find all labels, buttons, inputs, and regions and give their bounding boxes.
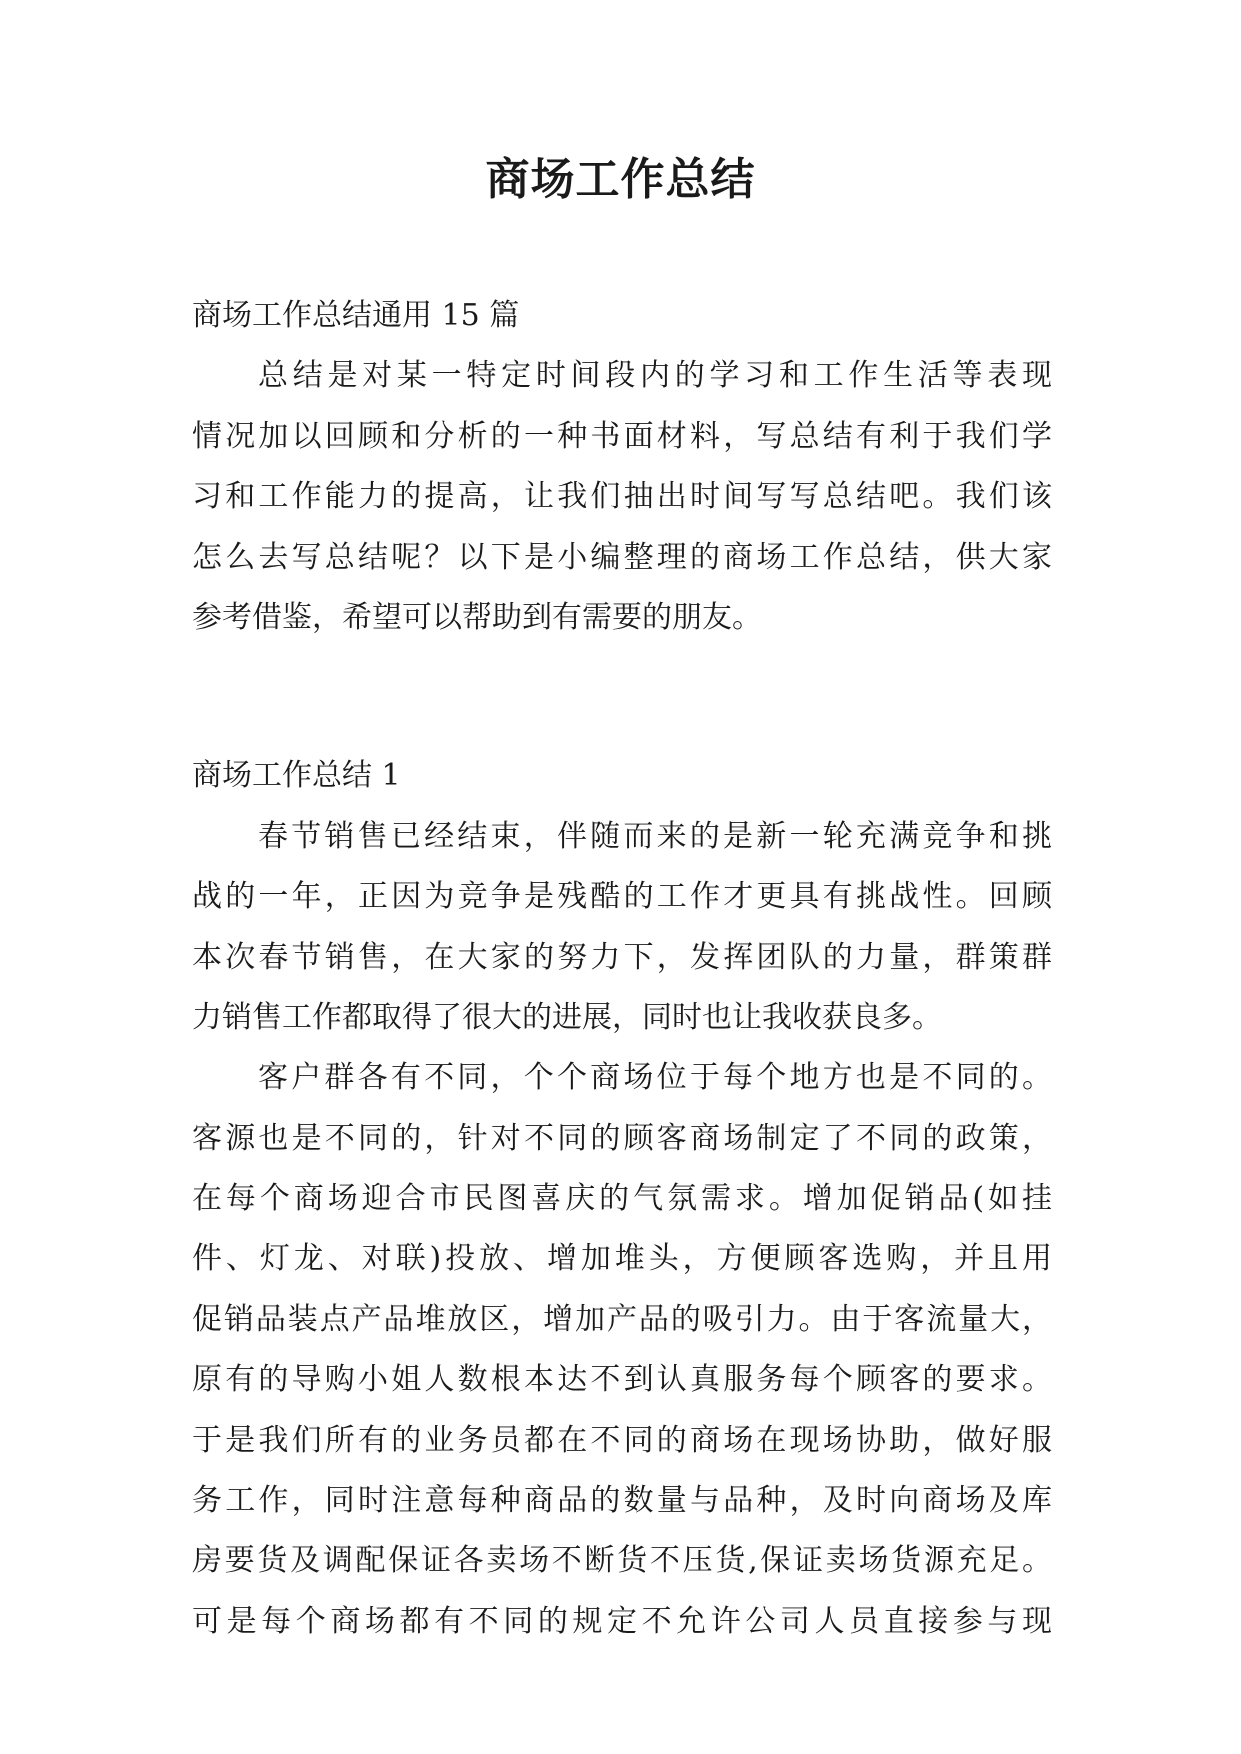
document-title: 商场工作总结 (485, 154, 756, 205)
document-subtitle: 商场工作总结通用 15 篇 (192, 298, 520, 333)
paragraph-line: 情况加以回顾和分析的一种书面材料，写总结有利于我们学 (192, 418, 1052, 454)
paragraph-line: 房要货及调配保证各卖场不断货不压货,保证卖场货源充足。 (192, 1543, 1052, 1579)
paragraph-line: 怎么去写总结呢？以下是小编整理的商场工作总结，供大家 (192, 539, 1052, 575)
paragraph-line: 原有的导购小姐人数根本达不到认真服务每个顾客的要求。 (192, 1362, 1052, 1398)
paragraph-line: 总结是对某一特定时间段内的学习和工作生活等表现 (258, 358, 1052, 394)
paragraph-line: 在每个商场迎合市民图喜庆的气氛需求。增加促销品(如挂 (192, 1181, 1052, 1217)
section1-paragraph-1 (192, 807, 1052, 1049)
paragraph-line: 促销品装点产品堆放区，增加产品的吸引力。由于客流量大， (192, 1301, 1052, 1337)
paragraph-line: 客源也是不同的，针对不同的顾客商场制定了不同的政策， (192, 1120, 1052, 1156)
section-heading: 商场工作总结 1 (192, 758, 401, 794)
paragraph-line: 习和工作能力的提高，让我们抽出时间写写总结吧。我们该 (192, 479, 1052, 515)
paragraph-line: 客户群各有不同，个个商场位于每个地方也是不同的。 (258, 1060, 1052, 1096)
paragraph-line: 件、灯龙、对联)投放、增加堆头，方便顾客选购，并且用 (192, 1241, 1052, 1277)
paragraph-line: 可是每个商场都有不同的规定不允许公司人员直接参与现 (192, 1603, 1052, 1639)
paragraph-line: 于是我们所有的业务员都在不同的商场在现场协助，做好服 (192, 1422, 1052, 1458)
section-spacer (192, 648, 1052, 746)
paragraph-line: 力销售工作都取得了很大的进展，同时也让我收获良多。 (192, 999, 942, 1035)
paragraph-line: 务工作，同时注意每种商品的数量与品种，及时向商场及库 (192, 1483, 1052, 1519)
paragraph-line: 参考借鉴，希望可以帮助到有需要的朋友。 (192, 599, 762, 635)
intro-paragraph (192, 346, 1052, 648)
document-body (192, 286, 1052, 1652)
section1-paragraph-2 (192, 1048, 1052, 1652)
paragraph-line: 战的一年，正因为竞争是残酷的工作才更具有挑战性。回顾 (192, 879, 1052, 915)
paragraph-line: 本次春节销售，在大家的努力下，发挥团队的力量，群策群 (192, 939, 1052, 975)
paragraph-line: 春节销售已经结束，伴随而来的是新一轮充满竞争和挑 (258, 818, 1052, 854)
